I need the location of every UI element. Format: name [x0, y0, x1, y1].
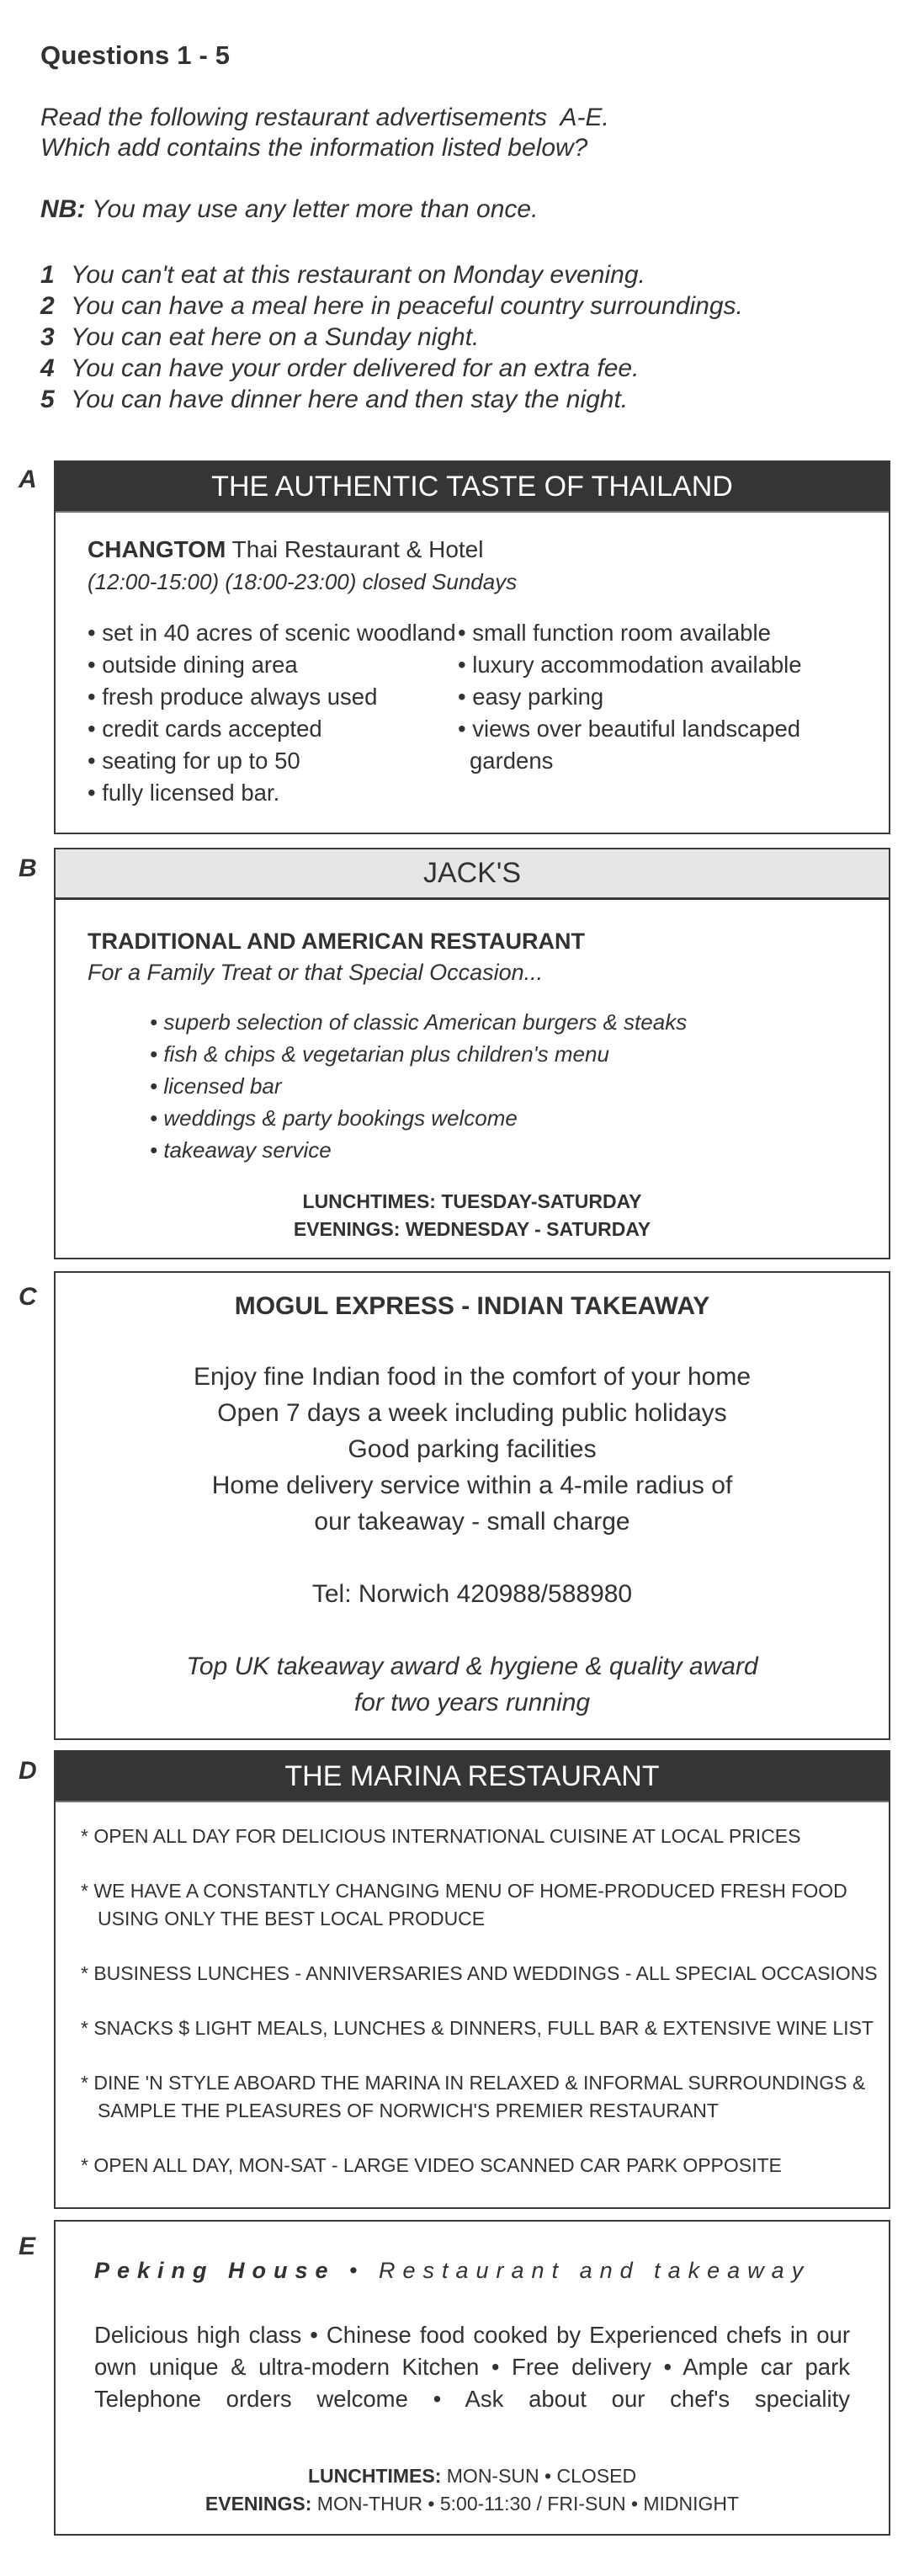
ad-e-title-bold: Peking House	[94, 2258, 336, 2283]
feature-item: • licensed bar	[150, 1073, 282, 1099]
ad-a-features-right	[458, 617, 857, 809]
ad-c-award-line-1: Top UK takeaway award & hygiene & quality award	[186, 1653, 758, 1680]
ad-a-name-bold: CHANGTOM	[88, 536, 226, 562]
ad-letter-a: A	[19, 466, 37, 493]
feature-item: • weddings & party bookings welcome	[150, 1105, 518, 1131]
ad-b-evenings: EVENINGS: WEDNESDAY - SATURDAY	[293, 1218, 651, 1240]
ad-e-title-rest: • Restaurant and takeaway	[335, 2258, 811, 2283]
ad-a-features	[88, 617, 857, 809]
feature-item: • fish & chips & vegetarian plus children's menu	[150, 1041, 609, 1067]
ad-c-line: our takeaway - small charge	[314, 1508, 630, 1535]
feature-item: • set in 40 acres of scenic woodland	[88, 620, 456, 646]
ad-c-award	[56, 1648, 889, 1721]
instructions	[40, 103, 609, 163]
feature-item: • superb selection of classic American burgers & steaks	[150, 1009, 688, 1035]
question-text: You can have a meal here in peaceful country surroundings.	[71, 292, 743, 320]
ad-e-lunchtimes	[94, 2462, 850, 2490]
ad-e-lunch-value: MON-SUN • CLOSED	[441, 2465, 637, 2487]
ad-c-award-line-2: for two years running	[353, 1689, 591, 1716]
ad-e	[54, 2220, 890, 2536]
ad-e-description: Delicious high class • Chinese food cooked by Experienced chefs in our own unique & ultra-modern Kitchen • Free delivery • Ample car park Telephone orders welcome • Ask about our chef's speciality	[94, 2322, 850, 2412]
question-item	[40, 384, 743, 415]
ad-a-name-rest: Thai Restaurant & Hotel	[226, 536, 484, 562]
feature-item: * BUSINESS LUNCHES - ANNIVERSARIES AND WEDDINGS - ALL SPECIAL OCCASIONS	[81, 1962, 878, 1984]
feature-item: • outside dining area	[88, 652, 298, 678]
ad-b-title: TRADITIONAL AND AMERICAN RESTAURANT	[88, 929, 585, 954]
ad-a-header: THE AUTHENTIC TASTE OF THAILAND	[56, 462, 889, 513]
ad-e-lunch-label: LUNCHTIMES:	[307, 2465, 442, 2487]
instructions-line-2: Which add contains the information listed below?	[40, 134, 588, 162]
feature-item: • views over beautiful landscaped gardens	[458, 716, 801, 774]
ad-e-eve-label: EVENINGS:	[205, 2493, 312, 2515]
question-number: 5	[40, 386, 55, 413]
question-text: You can have dinner here and then stay the night.	[71, 386, 629, 413]
ad-b-lunchtimes: LUNCHTIMES: TUESDAY-SATURDAY	[302, 1190, 642, 1212]
ad-e-evenings	[94, 2490, 850, 2518]
question-number: 2	[40, 292, 55, 320]
ad-a-features-left	[88, 617, 458, 809]
question-text: You can't eat at this restaurant on Monday evening.	[71, 261, 645, 289]
ad-c-description	[56, 1359, 889, 1540]
feature-item: * WE HAVE A CONSTANTLY CHANGING MENU OF HOME-PRODUCED FRESH FOOD USING ONLY THE BEST LOCAL PRODUCE	[81, 1880, 847, 1929]
ad-a-hours: (12:00-15:00) (18:00-23:00) closed Sundays	[88, 569, 518, 594]
ad-c-title: MOGUL EXPRESS - INDIAN TAKEAWAY	[234, 1292, 710, 1320]
feature-item: • fresh produce always used	[88, 684, 378, 710]
ad-b-features	[150, 1006, 857, 1166]
ad-b-header: JACK'S	[56, 849, 889, 900]
ad-letter-c: C	[19, 1283, 37, 1311]
feature-item: • takeaway service	[150, 1137, 332, 1163]
ad-c-line: Home delivery service within a 4-mile radius of	[211, 1472, 733, 1499]
question-text: You can have your order delivered for an extra fee.	[71, 354, 640, 382]
ad-e-eve-value: MON-THUR • 5:00-11:30 / FRI-SUN • MIDNIGHT	[311, 2493, 740, 2515]
note-label: NB:	[40, 195, 86, 223]
page-heading: Questions 1 - 5	[40, 40, 231, 70]
question-number: 1	[40, 261, 55, 289]
feature-item: • small function room available	[458, 620, 771, 646]
question-number: 4	[40, 354, 55, 382]
question-list	[40, 259, 743, 415]
ad-b-opening-hours	[88, 1188, 857, 1243]
ad-d-header: THE MARINA RESTAURANT	[56, 1752, 889, 1802]
question-item	[40, 322, 743, 353]
question-text: You can eat here on a Sunday night.	[71, 323, 480, 351]
ad-d	[54, 1750, 890, 2209]
question-number: 3	[40, 323, 55, 351]
feature-item: * OPEN ALL DAY FOR DELICIOUS INTERNATIONAL CUISINE AT LOCAL PRICES	[81, 1825, 801, 1847]
ad-b-subtitle: For a Family Treat or that Special Occasion...	[88, 960, 544, 985]
ad-letter-b: B	[19, 854, 37, 882]
ad-e-title	[94, 2254, 850, 2287]
note	[40, 194, 538, 225]
ad-letter-e: E	[19, 2233, 36, 2260]
feature-item: • luxury accommodation available	[458, 652, 802, 678]
feature-item: * OPEN ALL DAY, MON-SAT - LARGE VIDEO SCANNED CAR PARK OPPOSITE	[81, 2154, 782, 2176]
ad-c-line: Good parking facilities	[348, 1435, 597, 1463]
note-text: You may use any letter more than once.	[85, 195, 539, 223]
feature-item: • fully licensed bar.	[88, 780, 280, 806]
feature-item: * DINE 'N STYLE ABOARD THE MARINA IN RELAXED & INFORMAL SURROUNDINGS & SAMPLE THE PLEASURES OF NORWICH'S PREMIER RESTAURANT	[81, 2072, 866, 2121]
feature-item: • seating for up to 50	[88, 748, 300, 774]
ad-letter-d: D	[19, 1757, 37, 1785]
feature-item: • easy parking	[458, 684, 604, 710]
feature-item: • credit cards accepted	[88, 716, 322, 742]
question-item	[40, 259, 743, 290]
ad-d-features	[56, 1802, 889, 2179]
question-item	[40, 353, 743, 384]
ad-a-restaurant-name	[88, 533, 857, 567]
instructions-line-1: Read the following restaurant advertisements A-E.	[40, 104, 609, 131]
ad-a	[54, 460, 890, 834]
ad-e-opening-hours	[94, 2462, 850, 2518]
ad-b	[54, 848, 890, 1259]
ad-c-line: Enjoy fine Indian food in the comfort of your home	[193, 1363, 752, 1391]
ad-c	[54, 1271, 890, 1740]
ad-c-telephone: Tel: Norwich 420988/588980	[311, 1580, 633, 1608]
question-item	[40, 290, 743, 322]
feature-item: * SNACKS $ LIGHT MEALS, LUNCHES & DINNERS, FULL BAR & EXTENSIVE WINE LIST	[81, 2017, 874, 2039]
ad-c-line: Open 7 days a week including public holidays	[217, 1399, 727, 1427]
